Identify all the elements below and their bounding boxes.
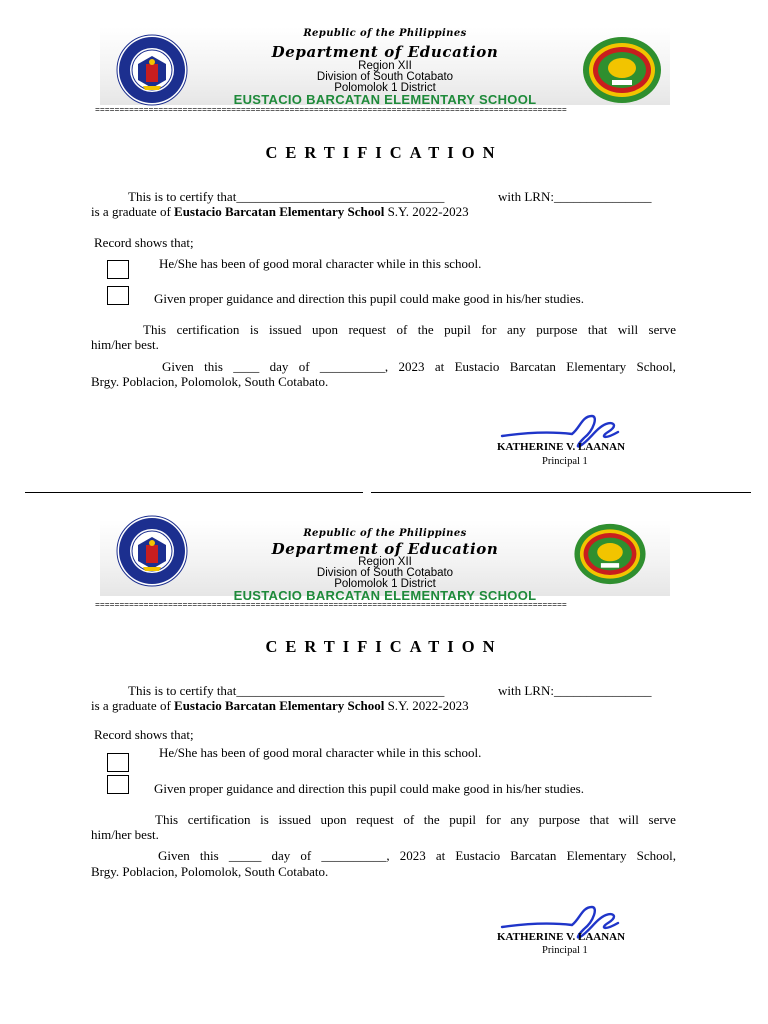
moral-character-text: He/She has been of good moral character while in this school. (159, 745, 482, 760)
moral-character-checkbox[interactable] (107, 753, 129, 772)
word: day (269, 359, 289, 374)
district-line: Polomolok 1 District (334, 578, 436, 590)
issued-line (143, 323, 676, 336)
issued-line-end: him/her best. (91, 827, 159, 842)
word: any (506, 322, 526, 337)
word: any (510, 812, 530, 827)
word: this (204, 359, 223, 374)
word: this (199, 848, 219, 863)
school-year: S.Y. 2022-2023 (384, 698, 469, 713)
word: Given (162, 359, 194, 374)
word: of (403, 812, 415, 827)
word: ____ (233, 359, 260, 374)
address-line: Brgy. Poblacion, Polomolok, South Cotabato. (91, 864, 329, 879)
word: 2023 (398, 359, 425, 374)
graduate-line (91, 699, 469, 712)
principal-name: KATHERINE V. LAANAN (497, 931, 626, 943)
word: __________, (321, 848, 390, 863)
graduate-prefix: is a graduate of (91, 204, 175, 219)
given-line (158, 849, 676, 862)
certify-line (128, 684, 444, 697)
guidance-checkbox[interactable] (107, 286, 129, 305)
word: This (143, 322, 167, 337)
issued-line (155, 813, 676, 826)
word: School, (636, 848, 676, 863)
lrn-label: with LRN: (498, 189, 554, 204)
word: request (356, 812, 394, 827)
division-line: Division of South Cotabato (316, 71, 454, 83)
name-blank: ________________________________ (236, 683, 445, 698)
word: will (617, 322, 639, 337)
word: that (587, 322, 608, 337)
word: serve (648, 322, 676, 337)
word: the (423, 812, 440, 827)
word: This (155, 812, 179, 827)
guidance-text: Given proper guidance and direction this pupil could make good in his/her studies. (154, 291, 584, 306)
word: Elementary (566, 359, 627, 374)
department-line: Department of Education (271, 540, 499, 558)
word: issued (278, 812, 311, 827)
word: certification (176, 322, 240, 337)
word: for (481, 322, 497, 337)
word: is (249, 322, 259, 337)
school-seal-icon (582, 36, 662, 104)
word: of (298, 359, 310, 374)
name-blank: ________________________________ (236, 189, 445, 204)
word: Eustacio (454, 359, 500, 374)
certificate-title: CERTIFICATION (265, 143, 503, 162)
certify-prefix: This is to certify that (128, 683, 237, 698)
certificate-title: CERTIFICATION (265, 637, 503, 656)
word: issued (269, 322, 302, 337)
given-line (162, 360, 676, 373)
address-line: Brgy. Poblacion, Polomolok, South Cotabato. (91, 374, 329, 389)
school-year: S.Y. 2022-2023 (384, 204, 469, 219)
word: Barcatan (509, 359, 556, 374)
word: __________, (319, 359, 389, 374)
word: the (417, 322, 434, 337)
region-line: Region XII (358, 60, 412, 72)
word: Eustacio (455, 848, 501, 863)
word: of (300, 848, 312, 863)
word: certification (187, 812, 251, 827)
department-line: Department of Education (271, 43, 499, 61)
moral-character-checkbox[interactable] (107, 260, 129, 279)
word: Elementary (566, 848, 627, 863)
word: _____ (228, 848, 262, 863)
republic-line: Republic of the Philippines (303, 528, 467, 539)
certify-line (128, 190, 444, 203)
division-line: Division of South Cotabato (316, 567, 454, 579)
header-rule: ================================================================================================= (95, 602, 567, 610)
word: upon (320, 812, 347, 827)
word: purpose (536, 322, 578, 337)
word: that (589, 812, 610, 827)
word: at (435, 848, 446, 863)
record-line: Record shows that; (94, 235, 194, 250)
word: day (271, 848, 291, 863)
word: for (485, 812, 501, 827)
word: at (434, 359, 445, 374)
principal-title: Principal 1 (542, 456, 588, 467)
guidance-text: Given proper guidance and direction this pupil could make good in his/her studies. (154, 781, 584, 796)
header-rule: ================================================================================================= (95, 107, 567, 115)
moral-character-text: He/She has been of good moral character while in this school. (159, 256, 482, 271)
republic-line: Republic of the Philippines (303, 28, 467, 39)
graduate-line (91, 205, 469, 218)
school-bold: Eustacio Barcatan Elementary School (174, 698, 385, 713)
lrn-line (498, 190, 651, 203)
principal-title: Principal 1 (542, 945, 588, 956)
word: Given (158, 848, 190, 863)
word: pupil (444, 322, 471, 337)
issued-line-end: him/her best. (91, 337, 159, 352)
district-line: Polomolok 1 District (334, 82, 436, 94)
certificate-top (0, 0, 768, 490)
lrn-blank: _______________ (553, 189, 652, 204)
lrn-label: with LRN: (498, 683, 554, 698)
word: 2023 (399, 848, 426, 863)
certificate-bottom (0, 493, 768, 983)
school-bold: Eustacio Barcatan Elementary School (174, 204, 385, 219)
graduate-prefix: is a graduate of (91, 698, 175, 713)
word: of (396, 322, 408, 337)
word: pupil (449, 812, 476, 827)
word: will (618, 812, 639, 827)
word: upon (311, 322, 338, 337)
school-name: EUSTACIO BARCATAN ELEMENTARY SCHOOL (233, 92, 537, 107)
word: serve (648, 812, 676, 827)
word: request (348, 322, 386, 337)
certify-prefix: This is to certify that (128, 189, 237, 204)
record-line: Record shows that; (94, 727, 194, 742)
word: is (260, 812, 269, 827)
principal-name: KATHERINE V. LAANAN (497, 441, 626, 453)
word: purpose (538, 812, 580, 827)
region-line: Region XII (358, 556, 412, 568)
school-seal-icon (572, 523, 648, 585)
word: Barcatan (510, 848, 557, 863)
lrn-line (498, 684, 651, 697)
guidance-checkbox[interactable] (107, 775, 129, 794)
lrn-blank: _______________ (553, 683, 652, 698)
school-name: EUSTACIO BARCATAN ELEMENTARY SCHOOL (233, 588, 537, 603)
word: School, (636, 359, 676, 374)
